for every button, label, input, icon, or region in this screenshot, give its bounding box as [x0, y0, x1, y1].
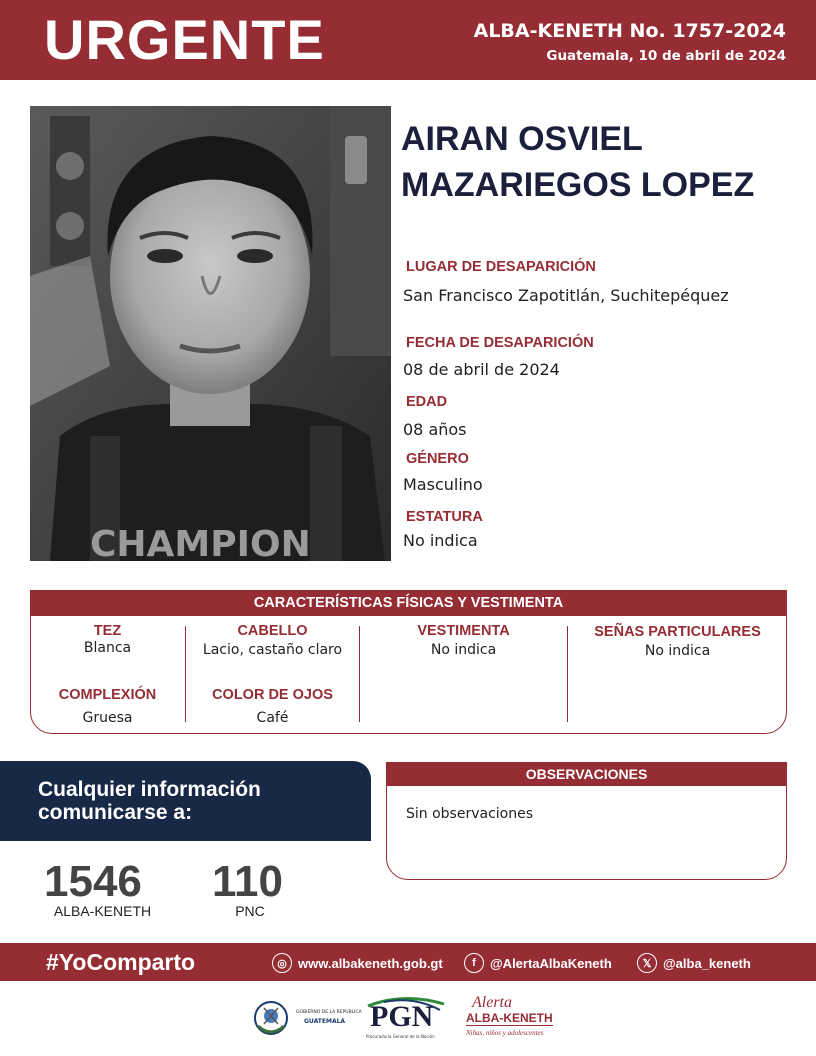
ojos-label: COLOR DE OJOS: [212, 687, 333, 703]
cabello-label: CABELLO: [237, 623, 308, 639]
contact-text: [38, 778, 358, 824]
fecha-value: 08 de abril de 2024: [403, 360, 560, 379]
ojos-value: Café: [256, 710, 289, 726]
genero-value: Masculino: [403, 475, 483, 494]
column-divider: [359, 626, 360, 722]
website-link[interactable]: [272, 952, 443, 974]
phone-number-pnc[interactable]: 110: [212, 857, 283, 906]
facebook-text: @AlertaAlbaKeneth: [490, 955, 612, 971]
x-link[interactable]: [637, 952, 751, 974]
alert-location-date: Guatemala, 10 de abril de 2024: [546, 48, 786, 64]
shirt-text: CHAMPION: [90, 524, 311, 561]
pgn-logo-subtitle: Procuraduría General de la Nación: [366, 1034, 435, 1039]
cabello-value: Lacio, castaño claro: [202, 642, 343, 658]
observations-title: OBSERVACIONES: [386, 762, 787, 786]
website-text: www.albakeneth.gob.gt: [298, 955, 443, 971]
complexion-label: COMPLEXIÓN: [58, 687, 157, 703]
facebook-link[interactable]: [464, 952, 612, 974]
pgn-logo: [364, 996, 448, 1042]
edad-label: EDAD: [406, 394, 448, 410]
complexion-value: Gruesa: [82, 710, 133, 726]
vestimenta-label: VESTIMENTA: [417, 623, 510, 639]
genero-label: GÉNERO: [406, 451, 469, 467]
fecha-label: FECHA DE DESAPARICIÓN: [406, 335, 594, 351]
alerta-logo-main: ALBA-KENETH: [466, 1011, 553, 1025]
contact-line2: comunicarse a:: [38, 801, 193, 824]
alerta-alba-keneth-logo: [466, 994, 553, 1042]
characteristics-title: CARACTERÍSTICAS FÍSICAS Y VESTIMENTA: [30, 590, 787, 616]
gov-logo-line1: GOBIERNO DE LA REPÚBLICA: [296, 1010, 362, 1015]
senas-value: No indica: [644, 643, 711, 659]
estatura-value: No indica: [403, 531, 478, 550]
urgent-title: URGENTE: [44, 8, 325, 71]
column-divider: [567, 626, 568, 722]
tez-label: TEZ: [93, 623, 122, 639]
contact-line1: Cualquier información: [38, 778, 261, 801]
edad-value: 08 años: [403, 420, 467, 439]
observations-text: Sin observaciones: [406, 806, 534, 822]
estatura-label: ESTATURA: [406, 509, 483, 525]
alerta-logo-sub: Niñas, niños y adolescentes: [466, 1029, 544, 1037]
person-name-line1: AIRAN OSVIEL: [401, 120, 643, 158]
phone-label-pnc: PNC: [235, 903, 265, 919]
hashtag: #YoComparto: [46, 949, 196, 975]
person-name: [401, 116, 801, 208]
vestimenta-value: No indica: [430, 642, 497, 658]
phone-label-alba-keneth: ALBA-KENETH: [53, 903, 152, 919]
x-text: @alba_keneth: [663, 955, 751, 971]
person-name-line2: MAZARIEGOS LOPEZ: [401, 166, 755, 204]
gov-logo-line2: GUATEMALA: [304, 1018, 346, 1025]
tez-value: Blanca: [83, 640, 132, 656]
senas-label: SEÑAS PARTICULARES: [594, 624, 761, 640]
alert-number: ALBA-KENETH No. 1757-2024: [473, 20, 786, 42]
photo-illustration: [30, 106, 391, 561]
guatemala-government-logo: [250, 996, 360, 1042]
lugar-label: LUGAR DE DESAPARICIÓN: [406, 259, 596, 275]
x-icon: 𝕏: [637, 953, 657, 973]
facebook-icon: f: [464, 953, 484, 973]
column-divider: [185, 626, 186, 722]
alerta-logo-top: Alerta: [472, 994, 512, 1011]
globe-icon: ◎: [272, 953, 292, 973]
coat-of-arms-icon: [250, 996, 292, 1040]
pgn-logo-text: PGN: [370, 1000, 434, 1033]
phone-number-alba-keneth[interactable]: 1546: [44, 857, 142, 906]
missing-person-photo: [30, 106, 391, 561]
lugar-value: San Francisco Zapotitlán, Suchitepéquez: [403, 286, 729, 305]
